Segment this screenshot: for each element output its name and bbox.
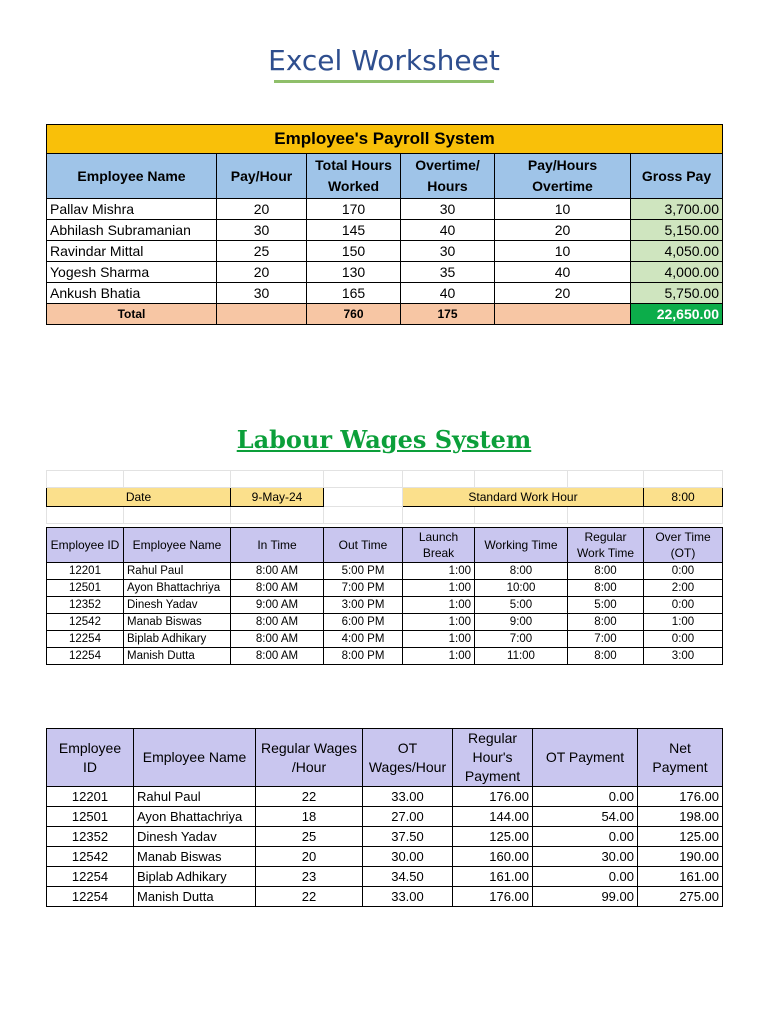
payment-header: Regular Hour's Payment	[453, 729, 533, 787]
table-cell: 8:00	[568, 563, 644, 580]
table-cell: 7:00 PM	[324, 580, 403, 597]
table-cell: 30	[217, 283, 307, 304]
table-cell: Pallav Mishra	[47, 199, 217, 220]
payment-header: Employee Name	[134, 729, 256, 787]
table-cell: 12352	[47, 827, 134, 847]
table-cell: 12254	[47, 648, 124, 665]
table-cell: 5:00 PM	[324, 563, 403, 580]
table-cell: 10:00	[475, 580, 568, 597]
table-cell: 8:00 AM	[231, 580, 324, 597]
table-row	[47, 787, 723, 807]
table-cell: Dinesh Yadav	[124, 597, 231, 614]
table-cell: 7:00	[568, 631, 644, 648]
table-cell: 8:00	[475, 563, 568, 580]
table-cell: 25	[256, 827, 363, 847]
table-cell: 3:00 PM	[324, 597, 403, 614]
table-row	[47, 867, 723, 887]
table-cell: 12201	[47, 787, 134, 807]
table-cell: 6:00 PM	[324, 614, 403, 631]
table-cell: 8:00 AM	[231, 563, 324, 580]
table-row	[47, 631, 723, 648]
table-cell: 18	[256, 807, 363, 827]
payment-header: Net Payment	[638, 729, 723, 787]
table-cell: 5:00	[475, 597, 568, 614]
table-cell: 33.00	[363, 887, 453, 907]
table-cell: 25	[217, 241, 307, 262]
labour-header: Out Time	[324, 528, 403, 563]
table-cell: 99.00	[533, 887, 638, 907]
table-cell: 30.00	[533, 847, 638, 867]
table-row	[47, 241, 723, 262]
table-cell: 160.00	[453, 847, 533, 867]
table-cell: 8:00	[568, 614, 644, 631]
payroll-header: Gross Pay	[631, 154, 723, 199]
table-cell: 12254	[47, 867, 134, 887]
total-overtime: 175	[401, 304, 495, 325]
table-row	[47, 807, 723, 827]
table-cell: 20	[495, 283, 631, 304]
table-cell: 40	[401, 220, 495, 241]
table-cell: 8:00 AM	[231, 614, 324, 631]
payroll-table	[46, 124, 723, 325]
table-cell: 8:00	[568, 648, 644, 665]
table-cell: 4:00 PM	[324, 631, 403, 648]
table-cell: 5,150.00	[631, 220, 723, 241]
table-cell: Abhilash Subramanian	[47, 220, 217, 241]
table-cell: 0.00	[533, 827, 638, 847]
table-cell: 1:00	[403, 597, 475, 614]
payroll-header: Pay/Hours Overtime	[495, 154, 631, 199]
table-row	[47, 827, 723, 847]
table-cell: 3,700.00	[631, 199, 723, 220]
payment-header: Employee ID	[47, 729, 134, 787]
table-row	[47, 262, 723, 283]
table-cell: 12352	[47, 597, 124, 614]
payroll-header: Total Hours Worked	[307, 154, 401, 199]
payment-header: Regular Wages /Hour	[256, 729, 363, 787]
payroll-header: Pay/Hour	[217, 154, 307, 199]
table-cell: 20	[256, 847, 363, 867]
table-cell: 144.00	[453, 807, 533, 827]
table-cell: Rahul Paul	[124, 563, 231, 580]
table-cell: 8:00 AM	[231, 648, 324, 665]
table-cell: 3:00	[644, 648, 723, 665]
table-cell: 12501	[47, 580, 124, 597]
table-cell: 54.00	[533, 807, 638, 827]
table-row	[47, 847, 723, 867]
table-cell: 198.00	[638, 807, 723, 827]
table-cell: Manish Dutta	[134, 887, 256, 907]
labour-header: Employee Name	[124, 528, 231, 563]
table-cell: Ravindar Mittal	[47, 241, 217, 262]
table-cell: 20	[495, 220, 631, 241]
std-work-hour-value: 8:00	[644, 488, 723, 507]
table-cell: 130	[307, 262, 401, 283]
date-value: 9-May-24	[231, 488, 324, 507]
table-cell: 1:00	[644, 614, 723, 631]
table-cell: 12542	[47, 847, 134, 867]
table-cell: Ayon Bhattachriya	[134, 807, 256, 827]
table-row	[47, 580, 723, 597]
table-row	[47, 563, 723, 580]
table-cell: Manab Biswas	[134, 847, 256, 867]
table-cell: 8:00 PM	[324, 648, 403, 665]
table-cell: 10	[495, 199, 631, 220]
table-row	[47, 614, 723, 631]
page-title: Excel Worksheet	[268, 44, 500, 77]
title-underline	[274, 80, 494, 83]
table-row	[47, 283, 723, 304]
table-cell: 8:00 AM	[231, 631, 324, 648]
table-cell: 12542	[47, 614, 124, 631]
table-cell: 8:00	[568, 580, 644, 597]
table-cell: Biplab Adhikary	[124, 631, 231, 648]
table-cell: 275.00	[638, 887, 723, 907]
table-cell: Ankush Bhatia	[47, 283, 217, 304]
date-label: Date	[47, 488, 231, 507]
table-cell: 170	[307, 199, 401, 220]
table-cell: Manab Biswas	[124, 614, 231, 631]
table-cell: 12254	[47, 631, 124, 648]
table-cell: 20	[217, 262, 307, 283]
table-cell: 40	[495, 262, 631, 283]
table-row	[47, 199, 723, 220]
table-cell: 145	[307, 220, 401, 241]
table-cell: 0.00	[533, 867, 638, 887]
total-gross: 22,650.00	[631, 304, 723, 325]
table-cell: 33.00	[363, 787, 453, 807]
table-cell: Biplab Adhikary	[134, 867, 256, 887]
table-cell: 176.00	[453, 887, 533, 907]
table-cell: 1:00	[403, 614, 475, 631]
table-cell: 40	[401, 283, 495, 304]
table-cell: 12501	[47, 807, 134, 827]
table-cell: 27.00	[363, 807, 453, 827]
labour-header: Over Time (OT)	[644, 528, 723, 563]
table-row	[47, 887, 723, 907]
table-cell: 5:00	[568, 597, 644, 614]
labour-header: Regular Work Time	[568, 528, 644, 563]
table-cell: 125.00	[638, 827, 723, 847]
table-cell: 30	[401, 241, 495, 262]
payroll-header: Overtime/ Hours	[401, 154, 495, 199]
table-cell: 1:00	[403, 648, 475, 665]
table-cell: 35	[401, 262, 495, 283]
table-cell: 11:00	[475, 648, 568, 665]
labour-header: In Time	[231, 528, 324, 563]
table-cell: 0.00	[533, 787, 638, 807]
labour-table	[46, 527, 723, 665]
table-cell: Manish Dutta	[124, 648, 231, 665]
table-cell: 22	[256, 787, 363, 807]
table-cell: 4,000.00	[631, 262, 723, 283]
table-cell: 176.00	[453, 787, 533, 807]
table-cell: 1:00	[403, 631, 475, 648]
table-cell: 0:00	[644, 597, 723, 614]
payment-header: OT Payment	[533, 729, 638, 787]
labour-header: Employee ID	[47, 528, 124, 563]
table-row	[47, 220, 723, 241]
table-cell: 161.00	[453, 867, 533, 887]
table-cell: 190.00	[638, 847, 723, 867]
table-cell: 30	[217, 220, 307, 241]
table-cell: 34.50	[363, 867, 453, 887]
table-cell: Dinesh Yadav	[134, 827, 256, 847]
table-cell: 23	[256, 867, 363, 887]
table-cell: 150	[307, 241, 401, 262]
total-blank	[217, 304, 307, 325]
table-cell: 22	[256, 887, 363, 907]
table-cell: 0:00	[644, 631, 723, 648]
table-row	[47, 597, 723, 614]
table-cell: Ayon Bhattachriya	[124, 580, 231, 597]
table-cell: 9:00	[475, 614, 568, 631]
table-cell: Rahul Paul	[134, 787, 256, 807]
labour-header: Launch Break	[403, 528, 475, 563]
table-cell: 125.00	[453, 827, 533, 847]
table-cell: 9:00 AM	[231, 597, 324, 614]
table-cell: 30.00	[363, 847, 453, 867]
table-cell: 5,750.00	[631, 283, 723, 304]
payroll-header: Employee Name	[47, 154, 217, 199]
payment-table	[46, 728, 723, 907]
total-blank-2	[495, 304, 631, 325]
table-cell: Yogesh Sharma	[47, 262, 217, 283]
table-cell: 2:00	[644, 580, 723, 597]
table-cell: 0:00	[644, 563, 723, 580]
labour-info-grid	[46, 470, 723, 524]
labour-header: Working Time	[475, 528, 568, 563]
table-cell: 1:00	[403, 580, 475, 597]
table-cell: 176.00	[638, 787, 723, 807]
table-cell: 165	[307, 283, 401, 304]
std-work-hour-label: Standard Work Hour	[403, 488, 644, 507]
table-cell: 10	[495, 241, 631, 262]
total-hours: 760	[307, 304, 401, 325]
payment-header: OT Wages/Hour	[363, 729, 453, 787]
table-cell: 161.00	[638, 867, 723, 887]
table-cell: 20	[217, 199, 307, 220]
table-cell: 1:00	[403, 563, 475, 580]
table-cell: 37.50	[363, 827, 453, 847]
table-cell: 12254	[47, 887, 134, 907]
labour-title: Labour Wages System	[236, 425, 532, 454]
table-cell: 7:00	[475, 631, 568, 648]
total-label: Total	[47, 304, 217, 325]
payroll-caption: Employee's Payroll System	[47, 125, 723, 154]
table-cell: 4,050.00	[631, 241, 723, 262]
table-cell: 12201	[47, 563, 124, 580]
table-row	[47, 648, 723, 665]
table-cell: 30	[401, 199, 495, 220]
